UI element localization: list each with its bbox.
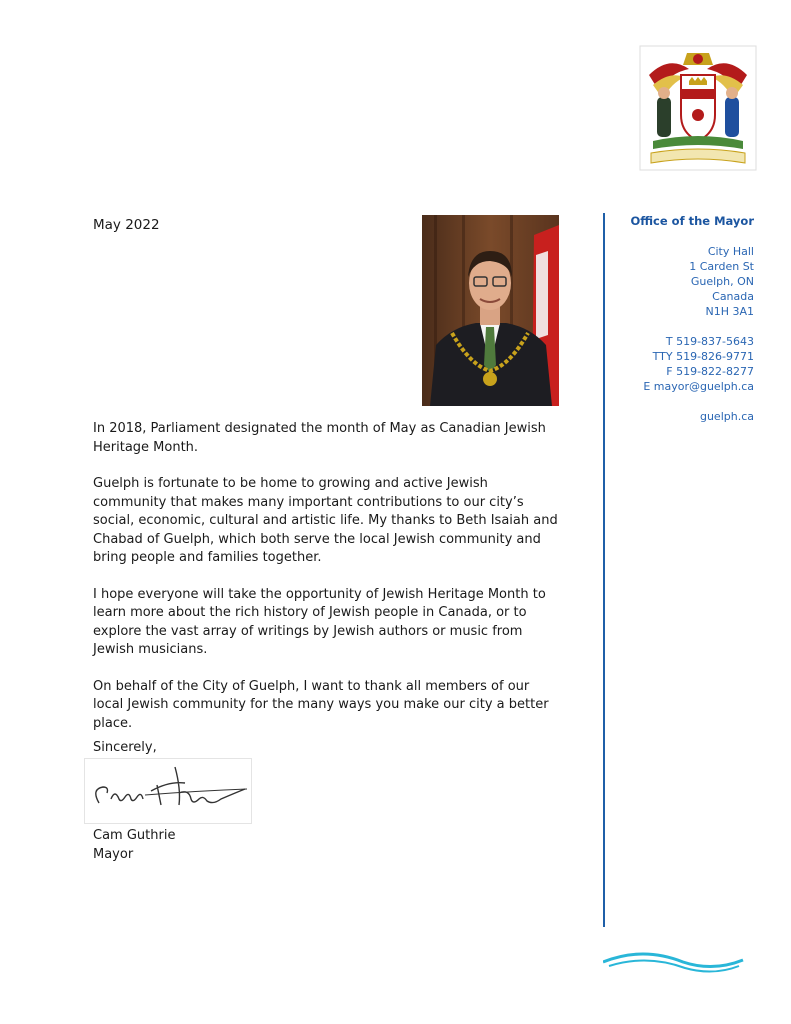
paragraph: I hope everyone will take the opportunity of Jewish Heritage Month to learn more about the rich history of Jewish people in Canada, or to explore the vast array of writings by Jewish authors or music from Jewish musicians. <box>93 586 546 657</box>
letter-date: May 2022 <box>93 217 160 233</box>
address-line: Guelph, ON <box>690 275 754 288</box>
coat-of-arms <box>639 45 757 171</box>
address-block <box>584 244 754 319</box>
city-of-guelph-logo <box>603 922 753 982</box>
signature <box>84 758 252 824</box>
website-block <box>584 409 754 424</box>
website-link[interactable]: guelph.ca <box>699 410 754 423</box>
address-line: City Hall <box>707 245 754 258</box>
email-link[interactable]: E mayor@guelph.ca <box>643 380 754 393</box>
signer-title: Mayor <box>93 847 134 862</box>
paragraph: In 2018, Parliament designated the month of May as Canadian Jewish Heritage Month. <box>93 421 546 455</box>
paragraph: Guelph is fortunate to be home to growing and active Jewish community that makes many important contributions to our city’s social, economic, cultural and artistic life. My thanks to Beth Isaiah and Chabad of Guelph, which both serve the local Jewish community and bring people and families together. <box>93 476 558 565</box>
contact-sidebar <box>584 214 754 439</box>
phone-line: T 519-837-5643 <box>665 335 754 348</box>
tty-line: TTY 519-826-9771 <box>652 350 754 363</box>
closing: Sincerely, <box>93 740 157 755</box>
signer-block <box>93 826 175 864</box>
signer-name: Cam Guthrie <box>93 828 176 843</box>
office-title: Office of the Mayor <box>630 214 754 228</box>
paragraph: On behalf of the City of Guelph, I want to thank all members of our local Jewish community for the many ways you make our city a better place. <box>93 678 549 731</box>
mayor-photo <box>422 215 559 406</box>
letter-body <box>93 420 563 751</box>
address-line: Canada <box>712 290 754 303</box>
address-line: N1H 3A1 <box>705 305 754 318</box>
address-line: 1 Carden St <box>689 260 754 273</box>
fax-line: F 519-822-8277 <box>666 365 754 378</box>
contact-block <box>584 334 754 394</box>
